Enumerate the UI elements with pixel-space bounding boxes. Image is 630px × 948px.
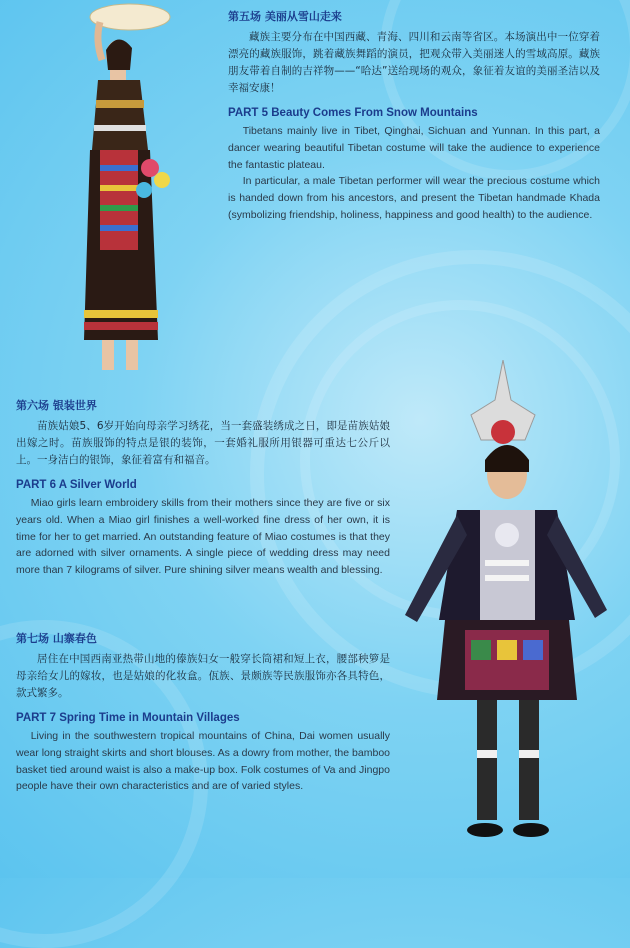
part6-section [16, 397, 390, 579]
part5-zh-title: 第五场 美丽从雪山走来 [228, 10, 342, 23]
tibetan-dancer-photo [40, 0, 200, 385]
part5-zh-body: 藏族主要分布在中国西藏、青海、四川和云南等省区。本场演出中一位穿着漂亮的藏族服饰，跳着藏族舞蹈的演员，把观众带入美丽迷人的雪域高原。藏族朋友带着自制的吉祥物——“哈达”送给现场的观众，象征着友谊的美丽圣洁以及幸福安康！ [228, 31, 600, 94]
miao-girl-photo [385, 360, 620, 845]
part6-zh-title: 第六场 银装世界 [16, 399, 97, 412]
part5-en-body-2: In particular, a male Tibetan performer will wear the precious costume which is handed down from his ancestors, and present the Tibetan handmade Khada (symbolizing friendship, holiness, happiness and good health) to the audience. [228, 175, 600, 221]
part7-zh-title: 第七场 山寨春色 [16, 632, 97, 645]
part6-en-body: Miao girls learn embroidery skills from their mothers since they are five or six years old. When a Miao girl finishes a well-worked fine dress of her own, it is time for her to get married. An outstanding feature of Miao costumes is that they are adorned with silver ornaments. A single piece of wedding dress may need more than 7 kilograms of silver. Pure shining silver means wealth and blessing. [16, 497, 390, 577]
part5-en-body-1: Tibetans mainly live in Tibet, Qinghai, Sichuan and Yunnan. In this part, a dancer wearing beautiful Tibetan costume will take the audience to experience the fantastic plateau. [228, 125, 600, 171]
part7-en-body: Living in the southwestern tropical mountains of China, Dai women usually wear long straight skirts and short blouses. As a dowry from mother, the bamboo basket tied around waist is also a make-up box. Folk costumes of Va and Jingpo people have their own characteristics and are of varied styles. [16, 730, 390, 793]
part7-zh-body: 居住在中国西南亚热带山地的傣族妇女一般穿长筒裙和短上衣，腰部秧箩是母亲给女儿的嫁妆，也是姑娘的化妆盒。佤族、景颇族等民族服饰亦各具特色，款式繁多。 [16, 653, 390, 699]
part7-en-title: PART 7 Spring Time in Mountain Villages [16, 712, 240, 724]
part6-en-title: PART 6 A Silver World [16, 479, 137, 491]
part5-section [228, 8, 600, 224]
part6-zh-body: 苗族姑娘5、6岁开始向母亲学习绣花，当一套盛装绣成之日，即是苗族姑娘出嫁之时。苗族服饰的特点是银的装饰，一套婚礼服所用银器可重达七公斤以上。一身洁白的银饰，象征着富有和福音。 [16, 420, 390, 466]
part7-section [16, 630, 390, 795]
part5-en-title: PART 5 Beauty Comes From Snow Mountains [228, 107, 478, 119]
